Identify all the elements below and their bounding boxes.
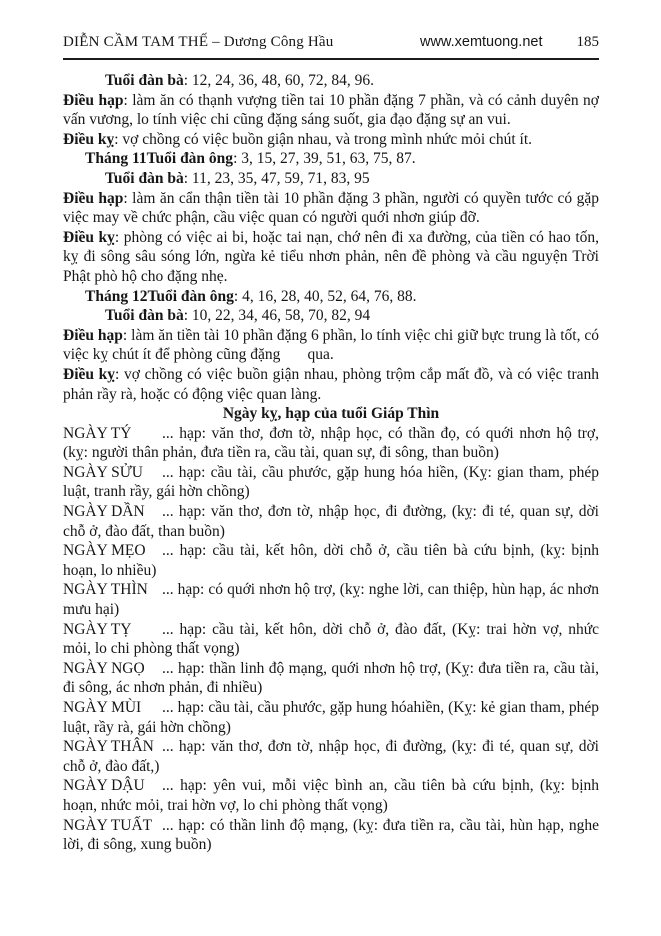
day-text: ... hạp: thần linh độ mạng, quới nhơn hộ trợ, (Kỵ: đưa tiền ra, cầu tài, đi sông, ác nhơn phản, đi nhiều) <box>63 659 599 697</box>
day-text: ... hạp: cầu tài, cầu phước, gặp hung hóahiền, (Kỵ: kẻ gian tham, phép luật, rầy rà, gái hờn chồng) <box>63 699 599 736</box>
day-text: ... hạp: văn thơ, đơn tờ, nhập học, đi đường, (kỵ: đi té, quan sự, dời chỗ ở, đào đất,) <box>63 738 599 775</box>
para-text: : 4, 16, 28, 40, 52, 64, 76, 88. <box>233 287 417 305</box>
day-name: NGÀY TUẤT <box>63 816 153 834</box>
day-text: ... hạp: cầu tài, kết hôn, dời chỗ ở, cầu tiên bà cứu bịnh, (kỵ: bịnh hoạn, lo nhiều) <box>63 542 599 579</box>
para-lead: Điều hạp <box>63 189 124 207</box>
para-tuoi-dan-ba <box>63 169 599 189</box>
para-text: : vợ chồng có việc buồn giận nhau, phòng trộm cắp mất đồ, và có việc tranh phản rầy rà, hoặc có động việc quan làng. <box>63 365 600 403</box>
day-name: NGÀY DẬU <box>63 777 145 795</box>
para-lead: Điều hạp <box>63 326 123 344</box>
day-name: NGÀY NGỌ <box>63 659 145 677</box>
para-lead: Tuổi đàn bà <box>105 307 184 325</box>
para-thang-12 <box>63 287 599 307</box>
day-name: NGÀY THÌN <box>63 581 148 599</box>
day-text: ... hạp: có thần linh độ mạng, (kỵ: đưa tiền ra, cầu tài, hùn hạp, nghe lời, đi sông, xung buồn) <box>63 816 599 854</box>
para-dieu-hap <box>63 91 599 130</box>
day-name: NGÀY DẦN <box>63 503 145 521</box>
para-lead: Điều kỵ <box>63 228 115 246</box>
para-text: : làm ăn cẩn thận tiền tài 10 phần đặng 3 phần, người có quyền tước có gặp việc may về chức phận, cầu việc quan có người quới nhơn giúp đỡ. <box>63 189 599 227</box>
para-lead: Điều kỵ <box>63 130 115 148</box>
day-row-dan <box>63 502 599 541</box>
para-text: : làm ăn có thạnh vượng tiền tai 10 phần đặng 7 phần, và có cảnh duyên nợ vấn vương, lo tính việc chi cũng đặng sáng suốt, gia đạo đặng sự an vui. <box>63 91 599 129</box>
day-name: NGÀY MÙI <box>63 699 142 716</box>
para-text: : 11, 23, 35, 47, 59, 71, 83, 95 <box>183 169 370 187</box>
day-text: ... hạp: văn thơ, đơn tờ, nhập học, đi đường, (kỵ: đi té, quan sự, dời chỗ ở, đào đất, than buồn) <box>63 503 599 540</box>
day-row-dau <box>63 776 599 815</box>
day-row-ti <box>63 620 599 659</box>
page-body <box>63 71 599 855</box>
para-text: : phòng có việc ai bi, hoặc tai nạn, chớ nên đi xa đường, của tiền có hao tốn, kỵ đi sông sâu sóng lớn, ngừa kẻ tiểu nhơn phản, nên đề phòng và cầu nguyện Trời Phật phò hộ cho đặng nhẹ. <box>63 228 600 285</box>
site-url: www.xemtuong.net <box>419 34 543 50</box>
para-dieu-hap <box>63 326 599 365</box>
book-title: DIỄN CẦM TAM THẾ – Dương Công Hầu <box>63 34 334 50</box>
day-text: ... hạp: cầu tài, kết hôn, dời chỗ ở, đào đất, (Kỵ: trai hờn vợ, nhức mỏi, lo chi phòng thất vọng) <box>63 620 599 658</box>
day-row-tuat <box>63 816 599 855</box>
day-text: ... hạp: yên vui, mỗi việc bình an, cầu tiên bà cứu bịnh, (kỵ: bịnh hoạn, nhức mỏi, trai hờn vợ, lo chi phòng thất vọng) <box>63 777 599 814</box>
para-text: : 10, 22, 34, 46, 58, 70, 82, 94 <box>183 307 371 325</box>
day-name: NGÀY THÂN <box>63 738 154 756</box>
day-row-suu <box>63 463 599 502</box>
para-dieu-ky <box>63 130 599 150</box>
para-dieu-ky <box>63 365 599 404</box>
day-name: NGÀY TỴ <box>63 620 132 638</box>
day-row-than <box>63 737 599 776</box>
day-text: ... hạp: có quới nhơn hộ trợ, (kỵ: nghe lời, can thiệp, hùn hạp, ác nhơn mưu hại) <box>63 581 599 619</box>
day-name: NGÀY SỬU <box>63 463 143 481</box>
para-text: : 12, 24, 36, 48, 60, 72, 84, 96. <box>183 72 375 89</box>
day-row-meo <box>63 541 599 580</box>
day-text: ... hạp: văn thơ, đơn tờ, nhập học, có thần đọ, có quới nhơn hộ trợ, (kỵ: người thân phản, đưa tiền ra, cầu tài, quan sự, đi sông, than buồn) <box>63 424 599 462</box>
para-tuoi-dan-ba <box>63 306 599 326</box>
day-row-mui <box>63 698 599 737</box>
para-tuoi-dan-ba <box>63 71 599 91</box>
para-lead: Điều hạp <box>63 91 124 109</box>
day-name: NGÀY MẸO <box>63 542 146 560</box>
para-dieu-ky <box>63 228 599 287</box>
para-lead: Điều kỵ <box>63 365 116 383</box>
page-number: 185 <box>576 34 599 50</box>
day-row-thin <box>63 580 599 619</box>
para-lead: Tuổi đàn bà <box>105 72 184 89</box>
para-lead: Tháng 12Tuổi đàn ông <box>85 287 234 305</box>
day-text: ... hạp: cầu tài, cầu phước, gặp hung hóa hiền, (Kỵ: gian tham, phép luật, tranh rầy, gái hờn chồng) <box>63 463 599 501</box>
para-dieu-hap <box>63 189 599 228</box>
day-row-ngo <box>63 659 599 698</box>
page-header <box>63 34 599 60</box>
para-text: : 3, 15, 27, 39, 51, 63, 75, 87. <box>233 150 416 168</box>
para-lead: Tháng 11Tuổi đàn ông <box>85 150 234 168</box>
day-row-ty <box>63 424 599 463</box>
section-title: Ngày kỵ, hạp của tuổi Giáp Thìn <box>222 405 440 423</box>
para-text: : làm ăn tiền tài 10 phần đặng 6 phần, lo tính việc chi giữ bực trung là tốt, có việc kỵ chút ít để phòng cũng đặng qua. <box>63 326 600 364</box>
para-text: : vợ chồng có việc buồn giận nhau, và trong mình nhức mỏi chút ít. <box>114 130 533 148</box>
para-thang-11 <box>63 149 599 169</box>
day-name: NGÀY TÝ <box>63 424 132 442</box>
para-lead: Tuổi đàn bà <box>105 169 184 187</box>
